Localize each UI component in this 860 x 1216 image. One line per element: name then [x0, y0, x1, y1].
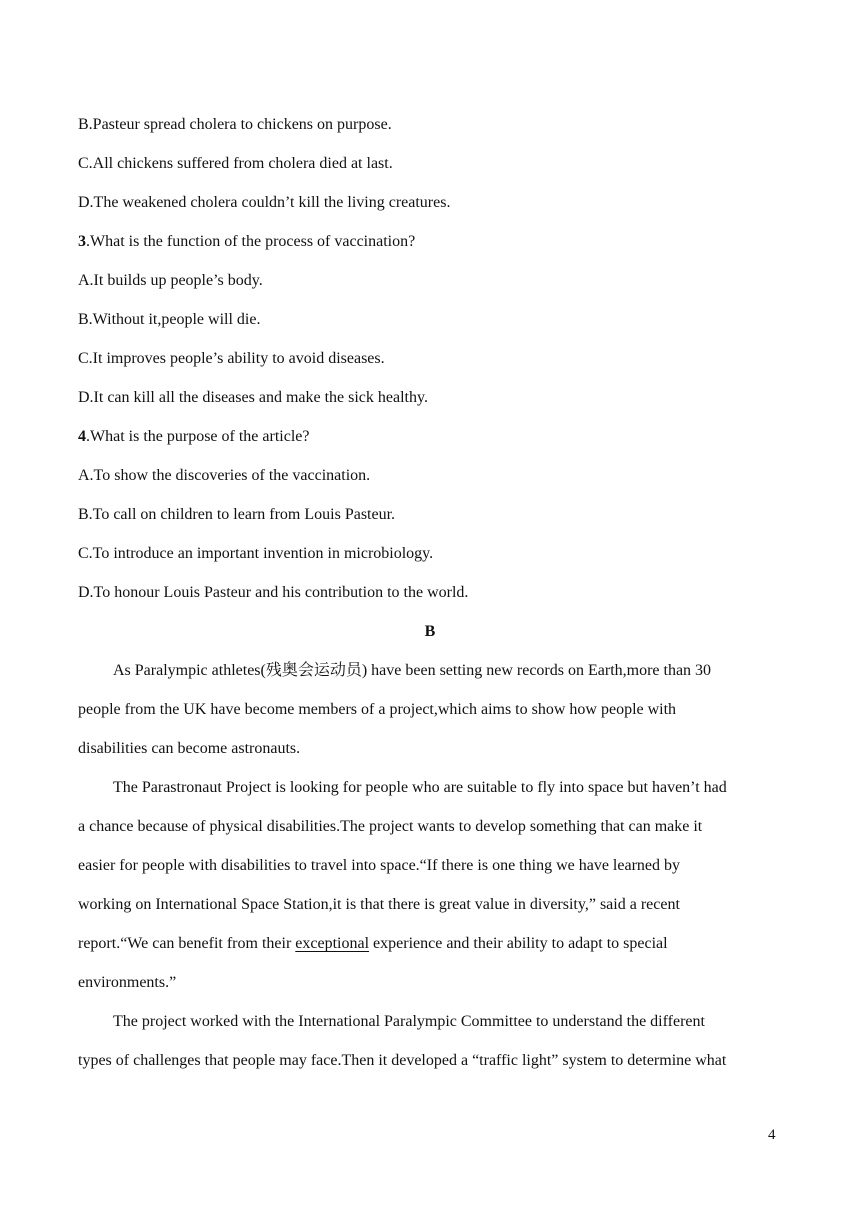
p2-line-5: report.“We can benefit from their exceptional experience and their ability to adapt to special: [78, 935, 668, 952]
q3-option-d: D.It can kill all the diseases and make the sick healthy.: [78, 389, 428, 406]
q4-number: 4: [78, 428, 86, 445]
p2-line-1: The Parastronaut Project is looking for people who are suitable to fly into space but haven’t had: [113, 779, 727, 796]
q4-option-a: A.To show the discoveries of the vaccination.: [78, 467, 371, 484]
section-b-heading: B: [424, 623, 436, 640]
q4-option-c: C.To introduce an important invention in microbiology.: [78, 545, 434, 562]
q3-number: 3: [78, 233, 86, 250]
q4-option-d: D.To honour Louis Pasteur and his contribution to the world.: [78, 584, 469, 601]
p2-line-4: working on International Space Station,it is that there is great value in diversity,” said a recent: [78, 896, 680, 913]
p1-line-2: people from the UK have become members of a project,which aims to show how people with: [78, 701, 677, 718]
q2-option-b: B.Pasteur spread cholera to chickens on purpose.: [78, 116, 392, 133]
page-number: 4: [768, 1127, 776, 1143]
p3-line-1: The project worked with the International Paralympic Committee to understand the different: [113, 1013, 705, 1030]
q3-option-a: A.It builds up people’s body.: [78, 272, 263, 289]
p3-line-2: types of challenges that people may face.Then it developed a “traffic light” system to determine what: [78, 1052, 727, 1069]
q3-option-c: C.It improves people’s ability to avoid diseases.: [78, 350, 385, 367]
q2-option-c: C.All chickens suffered from cholera died at last.: [78, 155, 393, 172]
p1-line-1: As Paralympic athletes(残奥会运动员) have been setting new records on Earth,more than 30: [113, 662, 712, 679]
p1-line-3: disabilities can become astronauts.: [78, 740, 301, 757]
q4-option-b: B.To call on children to learn from Louis Pasteur.: [78, 506, 396, 523]
q2-option-d: D.The weakened cholera couldn’t kill the living creatures.: [78, 194, 451, 211]
q3-stem: .What is the function of the process of vaccination?: [86, 233, 416, 250]
q3-option-b: B.Without it,people will die.: [78, 311, 261, 328]
p2-line-6: environments.”: [78, 974, 177, 991]
p2-line-3: easier for people with disabilities to travel into space.“If there is one thing we have learned by: [78, 857, 681, 874]
q4-stem: .What is the purpose of the article?: [86, 428, 310, 445]
underlined-word-exceptional: exceptional: [295, 935, 370, 952]
q4-stem-line: [78, 427, 309, 447]
q3-stem-line: [78, 232, 415, 252]
p2-line-2: a chance because of physical disabilities.The project wants to develop something that can make it: [78, 818, 703, 835]
